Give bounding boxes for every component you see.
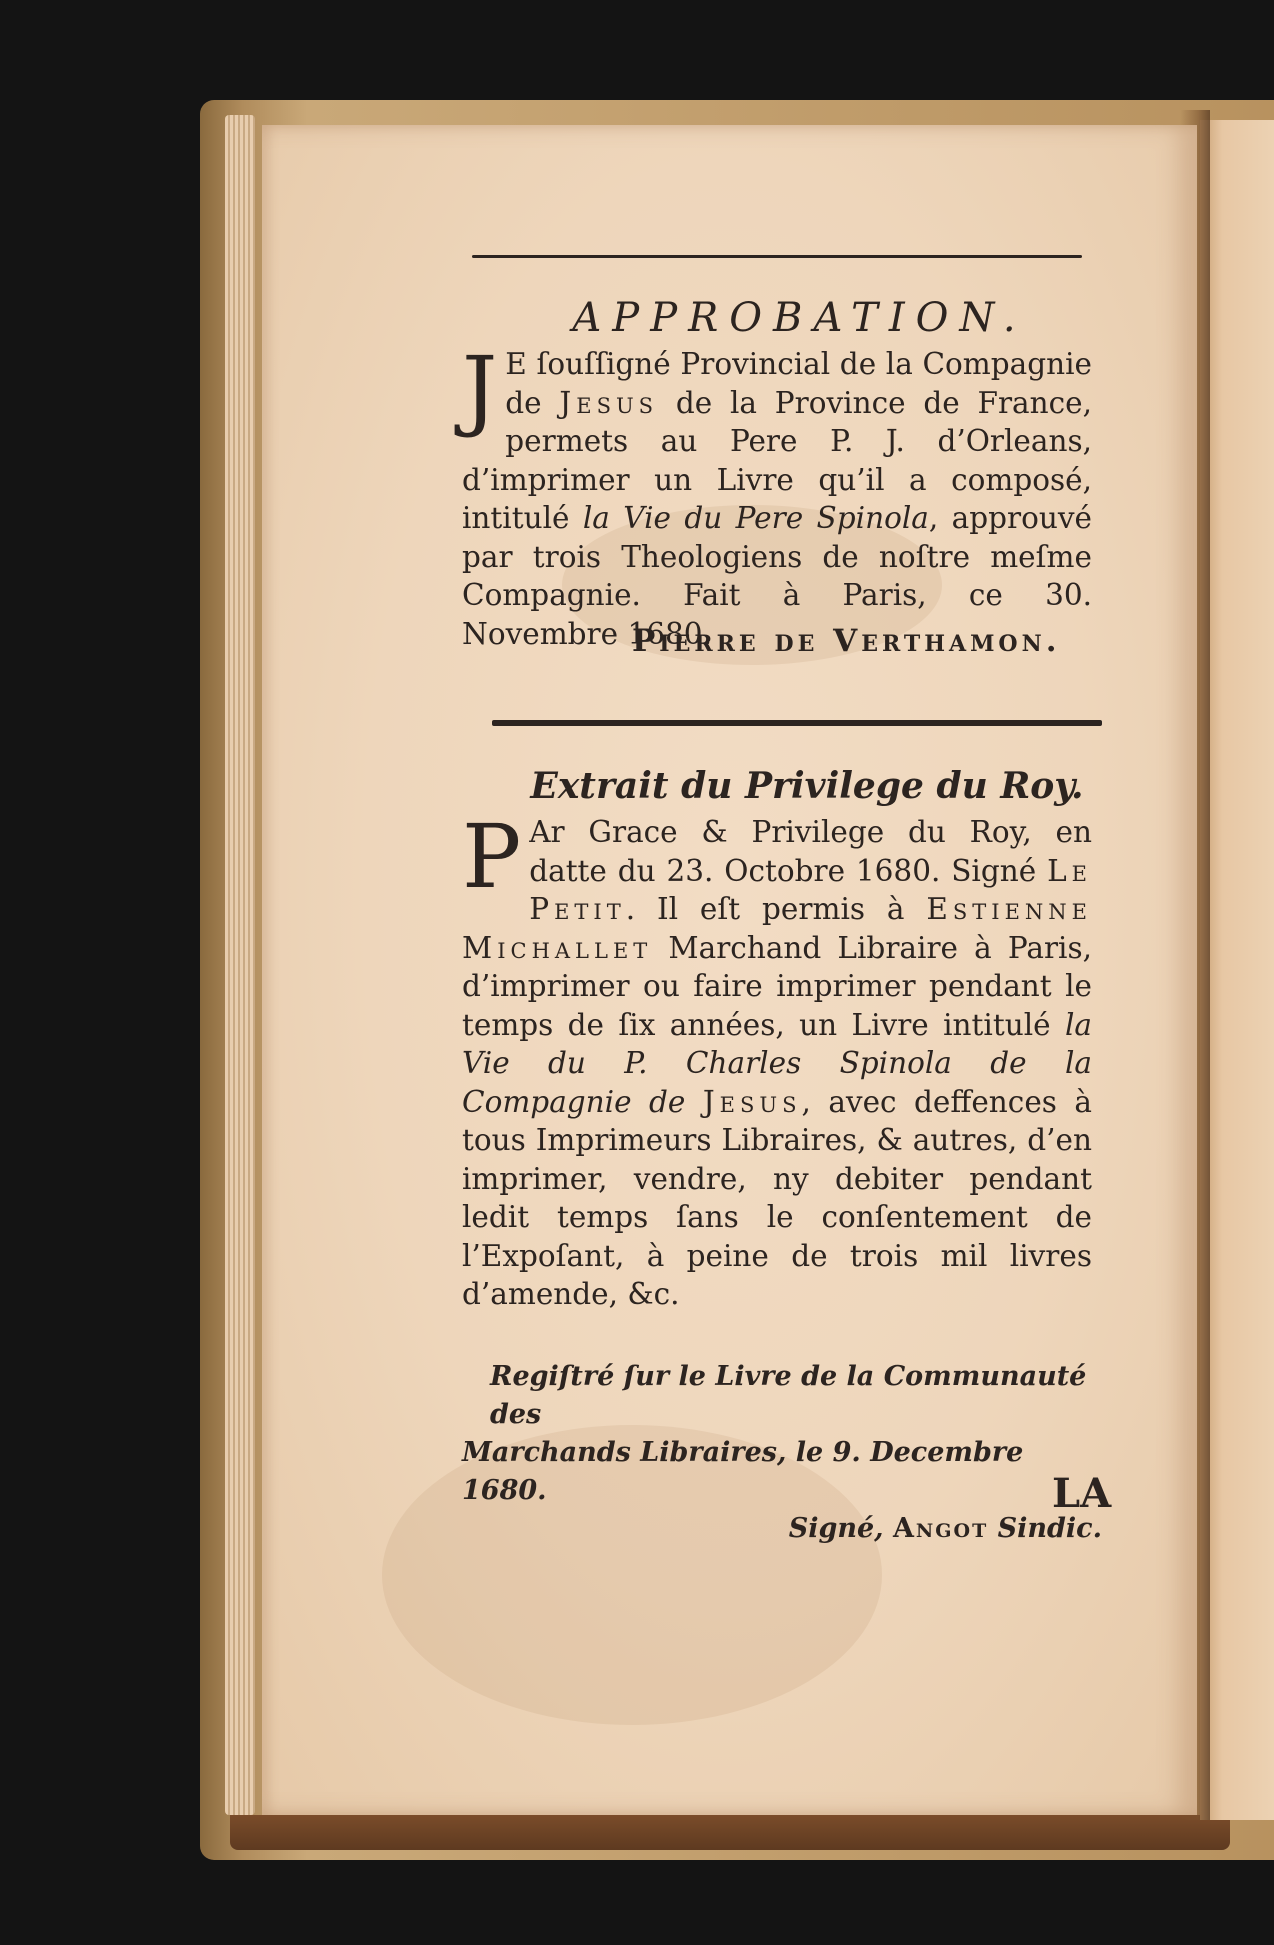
- section-rule: [492, 720, 1102, 726]
- top-rule: [472, 255, 1082, 258]
- privilege-text: [462, 805, 1092, 1314]
- privilege-le-petit: Le Petit: [529, 853, 1092, 926]
- approbation-text-part1: E ſouſſigné Provincial de la Compagnie de: [505, 347, 1092, 420]
- privilege-dropcap: P: [462, 805, 522, 908]
- catchword: LA: [1052, 1470, 1112, 1517]
- approbation-text-part2: de la Province de France, permets au Pere P. J. d’Orleans, d’imprimer un Livre qu’il a composé, intitulé: [462, 385, 1092, 535]
- privilege-printer: Estienne Michallet: [462, 892, 1092, 965]
- facing-page-edge: [1200, 120, 1274, 1820]
- registration-line3: [462, 1510, 1102, 1548]
- approbation-text: [462, 337, 1092, 653]
- approbation-dropcap: J: [462, 337, 498, 440]
- approbation-book-title: la Vie du Pere Spinola: [582, 501, 929, 535]
- privilege-text-part1: Ar Grace & Privilege du Roy, en datte du 23. Octobre 1680. Signé: [529, 815, 1092, 888]
- approbation-signature: Pierre de Verthamon.: [632, 623, 1061, 659]
- registration-signe: Signé,: [788, 1513, 884, 1544]
- privilege-title: Extrait du Privilege du Roy.: [530, 765, 1084, 807]
- page-edges: [225, 115, 255, 1815]
- book-cover-bottom-edge: [230, 1815, 1230, 1850]
- registration-sindic: Sindic.: [997, 1513, 1102, 1544]
- approbation-title: APPROBATION.: [572, 295, 1027, 341]
- privilege-jesus: Jesus: [702, 1084, 802, 1119]
- privilege-book-title: la Vie du P. Charles Spinola de la Compagnie de: [462, 1007, 1092, 1119]
- privilege-text-part4: , avec deffences à tous Imprimeurs Libraires, & autres, d’en imprimer, vendre, ny debiter pendant ledit temps ſans le conſentement de l’Expoſant, à peine de trois mil livres d’amende, &c.: [462, 1084, 1092, 1311]
- approbation-jesus: Jesus: [559, 385, 659, 420]
- registration-line2: Marchands Libraires, le 9. Decembre 1680.: [462, 1437, 1024, 1506]
- privilege-text-part3: Marchand Libraire à Paris, d’imprimer ou faire imprimer pendant le temps de ſix années, un Livre intitulé: [462, 930, 1092, 1042]
- book-page: [262, 125, 1197, 1815]
- approbation-text-part3: , approuvé par trois Theologiens de noſtre meſme Compagnie. Fait à Paris, ce 30. Novembre 1680.: [462, 501, 1092, 651]
- registration-name: Angot: [892, 1513, 989, 1544]
- privilege-text-part2: . Il eſt permis à: [625, 892, 927, 926]
- registration-line1: Regiſtré ſur le Livre de la Communauté des: [490, 1361, 1087, 1430]
- registration-note: [462, 1358, 1102, 1548]
